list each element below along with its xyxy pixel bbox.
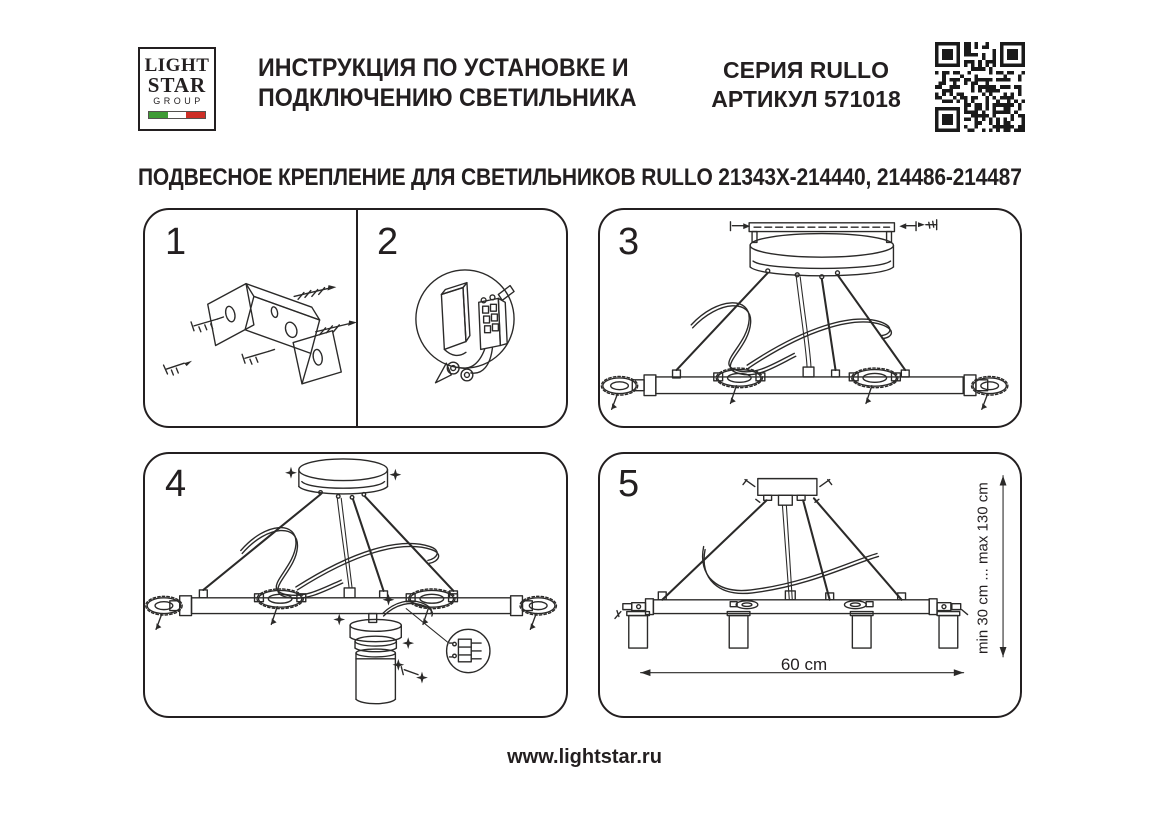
logo-word-group: GROUP — [153, 96, 204, 106]
step-5-number: 5 — [618, 463, 640, 505]
shade-installation-diagram — [145, 454, 566, 716]
article-label: АРТИКУЛ 571018 — [711, 86, 901, 112]
step-2-number: 2 — [377, 221, 399, 263]
step-3-number: 3 — [618, 221, 640, 263]
lightstar-logo — [138, 47, 216, 131]
panel-step-5 — [598, 452, 1022, 718]
page-title — [258, 53, 637, 113]
title-line-2: ПОДКЛЮЧЕНИЮ СВЕТИЛЬНИКА — [258, 84, 637, 112]
logo-word-star: STAR — [147, 73, 207, 97]
title-line-1: ИНСТРУКЦИЯ ПО УСТАНОВКЕ И — [258, 54, 629, 82]
step-4-number: 4 — [165, 463, 187, 505]
website-url: www.lightstar.ru — [507, 746, 662, 768]
series-label: СЕРИЯ RULLO — [723, 57, 889, 83]
shade-cylinders — [627, 612, 960, 648]
italian-flag-stripe — [148, 111, 206, 119]
bracket-diagram — [164, 284, 357, 384]
logo-word-light: LIGHT — [144, 55, 210, 76]
wiring-detail-diagram — [416, 270, 514, 383]
step-1-number: 1 — [165, 221, 187, 263]
panel-step-4 — [143, 452, 568, 718]
assembled-fixture-diagram — [600, 454, 1020, 716]
panel-steps-1-2 — [143, 208, 568, 428]
series-block — [688, 56, 924, 114]
subtitle: ПОДВЕСНОЕ КРЕПЛЕНИЕ ДЛЯ СВЕТИЛЬНИКОВ RULLO 21343X-214440, 214486-214487 — [138, 164, 1022, 191]
panel-step-3 — [598, 208, 1022, 428]
canopy-suspension-diagram — [600, 210, 1020, 426]
height-range-label: min 30 cm ... max 130 cm — [974, 482, 992, 654]
width-dimension-label: 60 cm — [780, 655, 828, 674]
bracket-and-wiring-diagram — [145, 210, 566, 426]
qr-code — [935, 42, 1025, 132]
